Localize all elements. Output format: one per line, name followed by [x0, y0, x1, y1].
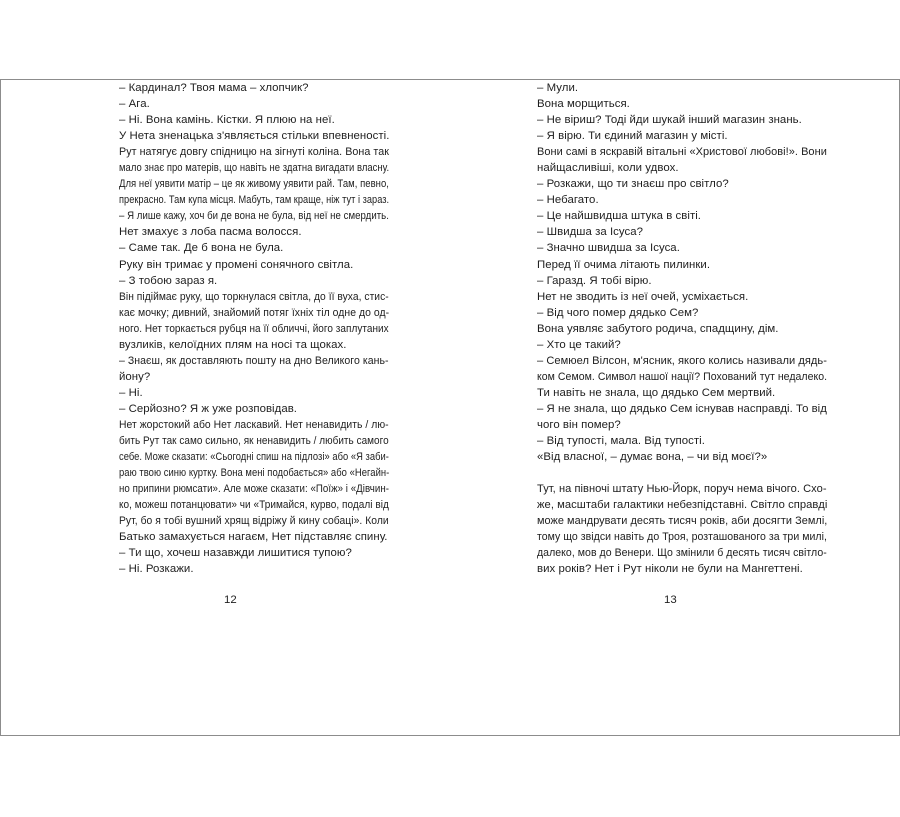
text-line: йону?	[119, 370, 151, 383]
text-line: Рут, бо я тобі вушний хрящ відріжу й кину собаці». Коли	[119, 515, 389, 528]
text-line: вих років? Нет і Рут ніколи не були на Мангеттені.	[537, 563, 803, 576]
text-line: Вона морщиться.	[537, 98, 630, 111]
text-line: найщасливіші, коли удвох.	[537, 162, 679, 175]
text-line: Ти навіть не знала, що дядько Сем мертвий.	[537, 386, 776, 399]
text-line: Тут, на півночі штату Нью-Йорк, поруч нема вічого. Схо-	[537, 483, 827, 496]
text-line: – Мули.	[537, 82, 579, 94]
text-line: – Значно швидша за Ісуса.	[537, 242, 680, 255]
text-line: – Гаразд. Я тобі вірю.	[537, 274, 652, 287]
text-line: раю твою синю куртку. Вона мені подобається» або «Негайн-	[119, 467, 390, 480]
right-page-number: 13	[664, 594, 677, 606]
text-line: кає мочку; дивний, знайомий потяг їхніх тіл одне до од-	[119, 306, 390, 319]
text-line: – З тобою зараз я.	[119, 274, 218, 287]
text-line: себе. Може сказати: «Сьогодні спиш на підлозі» або «Я заби-	[119, 451, 389, 464]
text-line: бить Рут так само сильно, як ненавидить / любить самого	[119, 435, 389, 448]
text-line: – Знаєш, як доставляють пошту на дно Великого кань-	[119, 354, 389, 367]
text-line: – Кардинал? Твоя мама – хлопчик?	[119, 82, 309, 94]
text-line: мало знає про матерів, що навіть не здатна вигадати власну.	[119, 162, 390, 175]
text-line: – Ти що, хочеш назавжди лишитися тупою?	[119, 547, 352, 560]
text-line: може мандрувати десять тисяч років, аби досягти Землі,	[537, 515, 828, 528]
text-line: тому що звідси навіть до Троя, розташованого за три милі,	[537, 531, 827, 544]
text-line: – Ні.	[119, 386, 143, 399]
text-line: Вона уявляє забутого родича, спадщину, дім.	[537, 322, 779, 335]
text-line: вузликів, келоїдних плям на носі та щоках.	[119, 338, 347, 351]
text-line: Нет не зводить із неї очей, усміхається.	[537, 290, 749, 303]
text-line: – Від тупості, мала. Від тупості.	[537, 435, 705, 448]
text-line: – Серйозно? Я ж уже розповідав.	[119, 402, 298, 415]
text-line: ного. Нет торкається рубця на її обличчі, його заплутаних	[119, 322, 389, 335]
text-line: Для неї уявити матір – це як живому уявити рай. Там, певно,	[119, 178, 389, 191]
text-line: Перед її очима літають пилинки.	[537, 258, 711, 271]
text-line: – Я вірю. Ти єдиний магазин у місті.	[537, 130, 728, 143]
text-line: – Розкажи, що ти знаєш про світло?	[537, 178, 729, 191]
text-line: Він підіймає руку, що торкнулася світла, до її вуха, стис-	[119, 290, 389, 303]
text-line: Руку він тримає у промені сонячного світла.	[119, 258, 354, 271]
text-line: – Від чого помер дядько Сем?	[537, 306, 699, 319]
text-line: же, масштаби галактики небезпідставні. Світло справді	[537, 499, 828, 512]
left-page-number: 12	[224, 594, 237, 606]
text-line: чого він помер?	[537, 418, 621, 431]
text-line: – Ага.	[119, 98, 150, 111]
text-line: – Швидша за Ісуса?	[537, 226, 644, 239]
text-line: Рут натягує довгу спідницю на зігнуті коліна. Вона так	[119, 146, 390, 159]
text-line: – Ні. Розкажи.	[119, 563, 194, 576]
text-line: – Саме так. Де б вона не була.	[119, 242, 284, 255]
text-line: прекрасно. Там купа місця. Мабуть, там краще, ніж тут і зараз.	[119, 194, 390, 207]
text-line: далеко, мов до Венери. Що змінили б десять тисяч світло-	[537, 547, 827, 560]
left-page	[119, 80, 389, 577]
text-line: Батько замахується нагаєм, Нет підставляє спину.	[119, 531, 388, 544]
text-line: но припини рюмсати». Але може сказати: «Поїж» і «Дівчин-	[119, 483, 389, 496]
text-line: ком Семом. Символ нашої нації? Похований тут недалеко.	[537, 370, 828, 383]
text-line: Нет змахує з лоба пасма волосся.	[119, 226, 302, 239]
text-line: – Не віриш? Тоді йди шукай інший магазин знань.	[537, 114, 802, 127]
text-line: ко, можеш потанцювати» чи «Тримайся, курво, подалі від	[119, 499, 389, 512]
text-line: «Від власної, – думає вона, – чи від моєї?»	[537, 451, 768, 464]
text-line	[537, 465, 827, 481]
text-line: – Це найшвидша штука в світі.	[537, 210, 702, 223]
text-line: – Я не знала, що дядько Сем існував насправді. То від	[537, 402, 827, 415]
text-line: – Хто це такий?	[537, 338, 621, 351]
text-line: Вони самі в яскравій вітальні «Христової любові!». Вони	[537, 146, 827, 159]
text-line: Нет жорстокий або Нет ласкавий. Нет ненавидить / лю-	[119, 418, 389, 431]
text-line: У Нета зненацька з'являється стільки впевненості.	[119, 130, 390, 143]
text-line: – Я лише кажу, хоч би де вона не була, від неї не смердить.	[119, 210, 389, 223]
text-line: – Ні. Вона камінь. Кістки. Я плюю на неї.	[119, 114, 335, 127]
right-page	[537, 80, 827, 577]
text-line: – Семюел Вілсон, м'ясник, якого колись називали дядь-	[537, 354, 827, 367]
text-line: – Небагато.	[537, 194, 599, 207]
